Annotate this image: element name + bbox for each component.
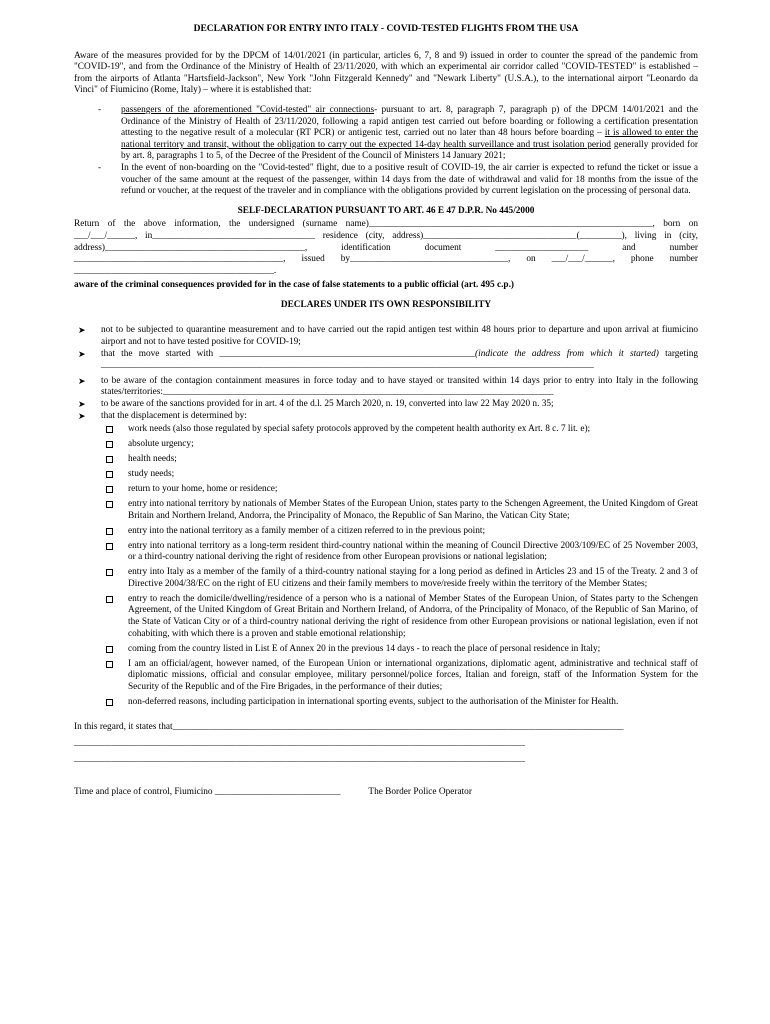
provision-item — [74, 163, 698, 198]
reason-label: coming from the country listed in List E of Annex 20 in the previous 14 days - to reach the place of personal residence in Italy; — [128, 643, 601, 654]
statement-line[interactable]: _________________________________________________________________________________________________ — [74, 753, 525, 764]
declaration-item — [74, 411, 698, 709]
reason-option[interactable] — [74, 484, 698, 496]
statement-line[interactable]: _________________________________________________________________________________________________ — [74, 737, 525, 748]
reason-label: work needs (also those regulated by special safety protocols approved by the competent health authority ex Art. 8 c. 7 lit. e); — [128, 424, 591, 435]
provision-text: - pursuant to art. 8, paragraph 7, paragraph p) of the DPCM 14/01/2021 and the Ordinance of the Ministry of Health of 23/11/2020, following a rapid antigen test carried out before boarding or following a certification presentation attesting to the negative result of a molecular (RT PCR) or antigenic test, carried out no later than 48 hours before boarding – — [121, 104, 698, 139]
provision-text: In the event of non-boarding on the "Covid-tested" flight, due to a positive result of COVID-19, the air carrier is expected to refund the ticket or issue a voucher of the same amount at the request of the passenger, within 14 days from the date of withdrawal and valid for 18 months from the issue of the refund or voucher, at the request of the traveler and in compliance with the obligations provided by current legislation on the processing of personal data. — [121, 162, 698, 197]
reason-checkbox[interactable] — [106, 699, 113, 706]
provision-underlined-text: passengers of the aforementioned "Covid-tested" air connections — [121, 104, 375, 115]
declaration-item[interactable] — [74, 349, 698, 372]
dash-bullet: - — [98, 104, 102, 115]
reason-checkbox[interactable] — [106, 569, 113, 576]
declaration-document — [74, 24, 698, 799]
reason-checkbox[interactable] — [106, 471, 113, 478]
arrow-bullet-icon: ➤ — [78, 399, 86, 410]
reason-option[interactable] — [74, 439, 698, 451]
arrow-bullet-icon: ➤ — [78, 348, 86, 359]
reason-label: entry into national territory as a long-term resident third-country national within the meaning of Council Directive 2003/109/EC of 25 November 2003, or a third-country national deriving the right of residence from other European provisions or national legislation; — [128, 540, 698, 563]
dash-bullet: - — [98, 162, 102, 173]
reason-label: entry into Italy as a member of the family of a third-country national staying for a long period as defined in Articles 23 and 15 of the Treaty. 2 and 3 of Directive 2004/38/EC on the right of EU citizens and their family members to move/reside freely within the territory of the Member States; — [128, 567, 698, 589]
signature-footer — [74, 787, 698, 799]
reason-option[interactable] — [74, 526, 698, 538]
provisions-list — [74, 105, 698, 198]
self-declaration-heading: SELF-DECLARATION PURSUANT TO ART. 46 E 47 D.P.R. No 445/2000 — [237, 205, 535, 216]
displacement-reasons-list — [74, 424, 698, 708]
arrow-bullet-icon: ➤ — [78, 410, 86, 421]
declaration-text: that the displacement is determined by: — [101, 410, 247, 421]
reason-option[interactable] — [74, 424, 698, 436]
declarations-list — [74, 325, 698, 708]
reason-checkbox[interactable] — [106, 501, 113, 508]
declares-heading: DECLARES UNDER ITS OWN RESPONSIBILITY — [280, 299, 492, 310]
declaration-item[interactable] — [74, 376, 698, 399]
declaration-text: to be aware of the sanctions provided for in art. 4 of the d.l. 25 March 2020, n. 19, converted into law 22 May 2020 n. 35; — [101, 399, 554, 410]
reason-checkbox[interactable] — [106, 646, 113, 653]
reason-label: study needs; — [128, 469, 175, 480]
document-title: DECLARATION FOR ENTRY INTO ITALY - COVID-TESTED FLIGHTS FROM THE USA — [193, 24, 579, 34]
declaration-item — [74, 325, 698, 348]
transit-states-field[interactable]: to be aware of the contagion containment measures in force today and to have stayed or transited within 14 days prior to entry into Italy in the following states/territories:____________________________________________________________________________________ — [101, 375, 698, 398]
personal-data-fields[interactable]: Return of the above information, the undersigned (surname name)_____________________________________________________________, born on ___/___/______, in___________________________________ residence (city, address)_________________________________(_________), living in (city, address)___________________________________________, identification document ____________________ and number _____________________________________________, issued by__________________________________, on ___/___/______, phone number ___________________________________________. — [74, 219, 698, 276]
provision-underlined-text: it is allowed to enter the national territory and transit, without the obligation to carry out the expected 14-day health surveillance and trust isolation period — [121, 128, 698, 150]
control-place-field[interactable]: Time and place of control, Fiumicino ___________________________ — [74, 787, 341, 798]
reason-label: absolute urgency; — [128, 439, 194, 450]
reason-option[interactable] — [74, 469, 698, 481]
reason-checkbox[interactable] — [106, 528, 113, 535]
reason-option[interactable] — [74, 454, 698, 466]
reason-checkbox[interactable] — [106, 456, 113, 463]
reason-label: health needs; — [128, 454, 177, 465]
reason-label: return to your home, home or residence; — [128, 484, 278, 495]
reason-option[interactable] — [74, 659, 698, 694]
destination-field[interactable]: targeting __________________________________________________________________________________________________________ — [101, 348, 698, 371]
departure-address-field[interactable]: that the move started with _______________________________________________________ — [101, 348, 476, 359]
criminal-consequences-notice: aware of the criminal consequences provided for in the case of false statements to a public official (art. 495 c.p.) — [74, 280, 514, 291]
reason-checkbox[interactable] — [106, 441, 113, 448]
statement-field[interactable]: In this regard, it states that_________________________________________________________________________________________________ — [74, 722, 624, 733]
declaration-item — [74, 399, 698, 411]
reason-option[interactable] — [74, 499, 698, 522]
intro-paragraph: Aware of the measures provided for by the DPCM of 14/01/2021 (in particular, articles 6, 7, 8 and 9) issued in order to counter the spread of the pandemic from "COVID-19", and from the Ordinance of the Ministry of Health of 23/11/2020, with which an experimental air corridor called "COVID-TESTED" is established – from the airports of Atlanta "Hartsfield-Jackson", New York "John Fitzgerald Kennedy" and "Newark Liberty" (U.S.A.), to the international airport "Leonardo da Vinci" of Fiumicino (Rome, Italy) – where it is established that: — [74, 50, 698, 96]
reason-checkbox[interactable] — [106, 596, 113, 603]
reason-option[interactable] — [74, 541, 698, 564]
reason-option[interactable] — [74, 697, 698, 709]
reason-label: entry into the national territory as a family member of a citizen referred to in the previous point; — [128, 525, 486, 536]
arrow-bullet-icon: ➤ — [78, 325, 86, 336]
reason-label: I am an official/agent, however named, of the European Union or international organizations, diplomatic agent, administrative and technical staff of diplomatic missions, official and consular employee, military personnel/police forces, Italian and foreign, staff of the Information System for the Security of the Republic and of the Fire Brigades, in the performance of their duties; — [128, 658, 698, 692]
reason-label: entry to reach the domicile/dwelling/residence of a person who is a national of Member States of the European Union, of States party to the Schengen Agreement, of the United Kingdom of Great Britain and Northern Ireland, of Andorra, of the Principality of Monaco, of the Republic of San Marino, of the State of Vatican City or of a third-country national deriving the right of residence from other European provisions or national legislation, even if not cohabiting, with which there is a proven and stable emotional relationship; — [128, 593, 698, 639]
reason-label: entry into national territory by nationals of Member States of the European Union, states party to the Schengen Agreement, the United Kingdom of Great Britain and Northern Ireland, Andorra, the Principality of Monaco, the Republic of San Marino, the Vatican City State; — [128, 499, 698, 521]
address-hint: (indicate the address from which it started) — [475, 348, 659, 359]
reason-checkbox[interactable] — [106, 486, 113, 493]
provision-text: generally provided for by art. 8, paragraphs 1 to 5, of the Decree of the President of the Council of Ministers 14 January 2021; — [121, 139, 698, 162]
border-police-signature-label: The Border Police Operator — [368, 787, 472, 798]
arrow-bullet-icon: ➤ — [78, 375, 86, 386]
reason-label: non-deferred reasons, including participation in international sporting events, subject to the authorisation of the Minister for Health. — [128, 696, 619, 707]
reason-option[interactable] — [74, 644, 698, 656]
declaration-text: not to be subjected to quarantine measurement and to have carried out the rapid antigen test within 48 hours prior to departure and upon arrival at fiumicino airport and not to have tested positive for COVID-19; — [101, 325, 698, 348]
reason-option[interactable] — [74, 594, 698, 640]
reason-checkbox[interactable] — [106, 426, 113, 433]
reason-checkbox[interactable] — [106, 543, 113, 550]
provision-item — [74, 105, 698, 163]
reason-option[interactable] — [74, 567, 698, 590]
reason-checkbox[interactable] — [106, 661, 113, 668]
